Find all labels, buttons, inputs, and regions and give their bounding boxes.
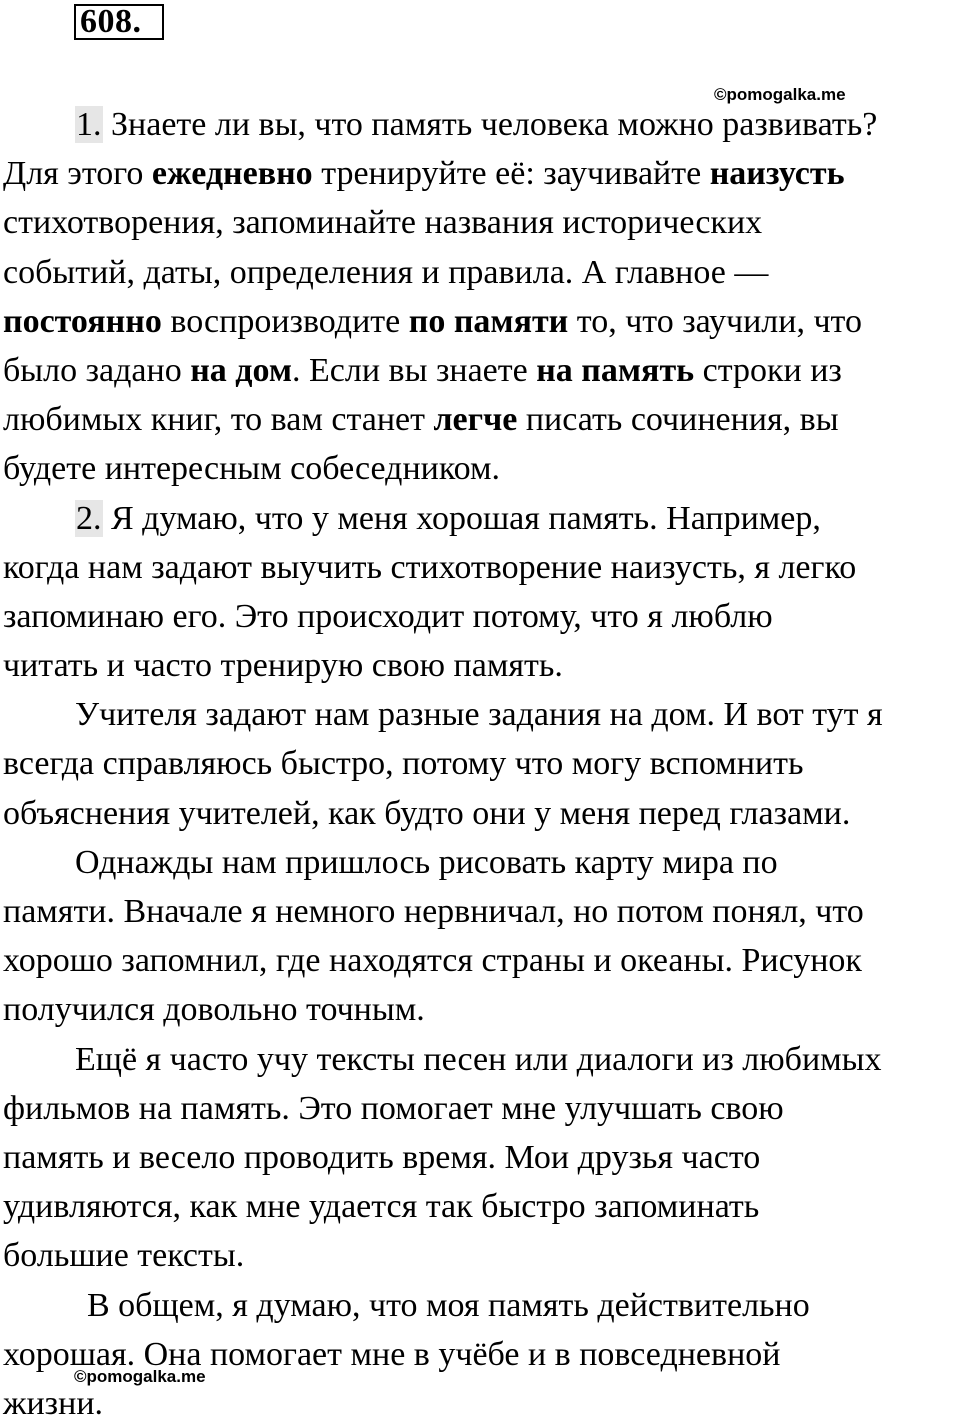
p4-line-4: получился довольно точным. [3, 991, 425, 1029]
item-number-2: 2. [76, 499, 102, 537]
bold-word: легче [433, 401, 518, 439]
p1-line-1 [3, 100, 960, 149]
p1-line-5 [3, 297, 960, 346]
text-span: то, что заучили, что [568, 302, 862, 340]
text-span: тренируйте её: заучивайте [312, 155, 710, 193]
bold-word: на дом [190, 351, 293, 389]
p1-line-3: стихотворения, запоминайте названия исторических [3, 204, 763, 242]
p1-line-7 [3, 395, 960, 444]
bold-word: постоянно [3, 302, 162, 340]
p1-line-6 [3, 346, 960, 395]
text-span: писать сочинения, вы [517, 401, 839, 439]
p2-line-2: когда нам задают выучить стихотворение наизусть, я легко [3, 548, 857, 586]
watermark-bottom: ©pomogalka.me [74, 1367, 206, 1386]
text-span: Знаете ли вы, что память человека можно развивать? [111, 106, 878, 143]
text-span: любимых книг, то вам станет [3, 401, 434, 439]
p4-line-2: памяти. Вначале я немного нервничал, но потом понял, что [3, 893, 864, 930]
p6-line-3: жизни. [3, 1384, 104, 1422]
task-number: 608. [80, 3, 142, 40]
bold-word: по памяти [408, 302, 569, 340]
text-span: Для этого [3, 155, 152, 193]
watermark-top: ©pomogalka.me [714, 85, 846, 104]
text-span: строки из [694, 351, 842, 389]
item-number-1: 1. [76, 106, 102, 143]
p1-line-8: будете интересным собеседником. [3, 450, 501, 488]
p5-line-3: память и весело проводить время. Мои друзья часто [3, 1138, 761, 1176]
p6-line-2: хорошая. Она помогает мне в учёбе и в повседневной [3, 1335, 781, 1373]
p4-line-1: Однажды нам пришлось рисовать карту мира по [75, 843, 778, 881]
p2-line-1 [3, 494, 960, 543]
p5-line-5: большие тексты. [3, 1237, 245, 1275]
p2-line-4: читать и часто тренирую свою память. [3, 647, 563, 685]
bold-word: ежедневно [151, 155, 313, 193]
p5-line-4: удивляются, как мне удается так быстро запоминать [3, 1188, 760, 1226]
p3-line-2: всегда справляюсь быстро, потому что могу вспомнить [3, 745, 804, 783]
bold-word: на память [536, 351, 695, 389]
p1-line-4: событий, даты, определения и правила. А главное — [3, 253, 769, 291]
p3-line-3: объяснения учителей, как будто они у меня перед глазами. [3, 794, 851, 832]
p5-line-2: фильмов на память. Это помогает мне улучшать свою [3, 1089, 784, 1127]
text-span: . Если вы знаете [292, 351, 537, 389]
text-span: Я думаю, что у меня хорошая память. Например, [111, 499, 821, 537]
p2-line-3: запоминаю его. Это происходит потому, что я люблю [3, 597, 773, 635]
p6-line-1: В общем, я думаю, что моя память действительно [87, 1286, 810, 1324]
text-span: воспроизводите [161, 302, 409, 340]
p1-line-2 [3, 149, 960, 198]
text-span: было задано [3, 351, 191, 389]
p4-line-3: хорошо запомнил, где находятся страны и океаны. Рисунок [3, 942, 862, 980]
text-body [3, 100, 960, 1428]
p3-line-1: Учителя задают нам разные задания на дом. И вот тут я [75, 696, 883, 734]
p5-line-1: Ещё я часто учу тексты песен или диалоги из любимых [75, 1040, 882, 1078]
bold-word: наизусть [709, 155, 845, 193]
